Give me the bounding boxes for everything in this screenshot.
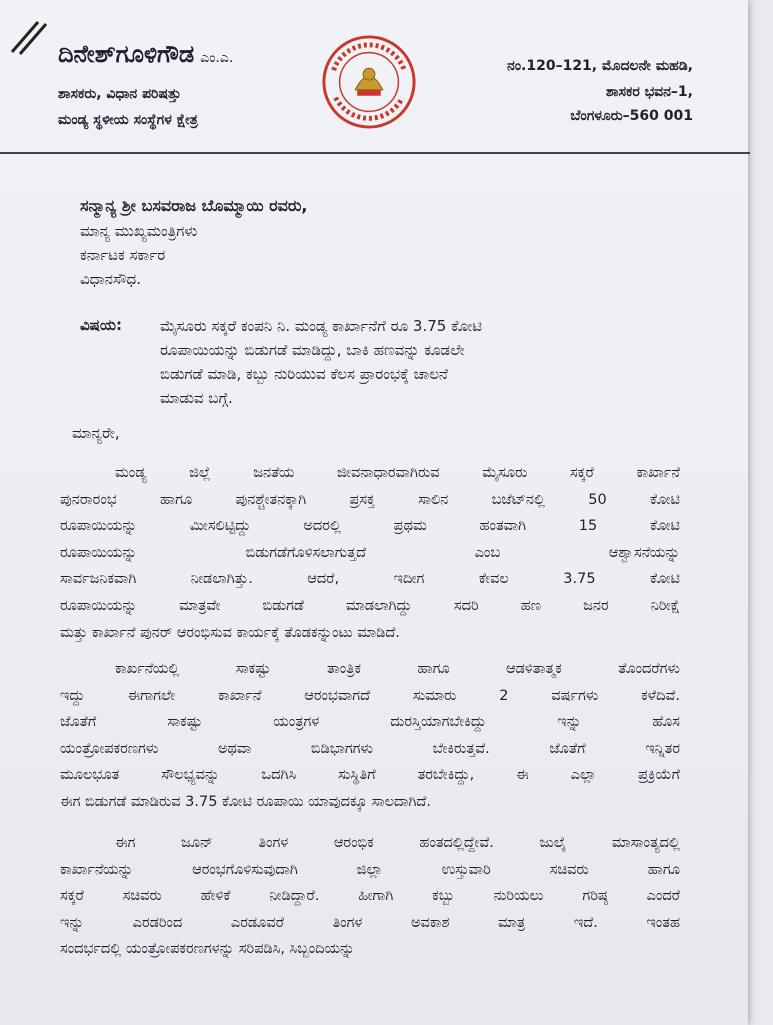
paragraph-line: ಮಂಡ್ಯ ಜಿಲ್ಲೆ ಜನತೆಯ ಜೀವನಾಧಾರವಾಗಿರುವ ಮೈಸೂರು ಸಕ್ಕರೆ ಕಾರ್ಖಾನೆ — [115, 465, 680, 481]
body-paragraph-3 — [60, 830, 680, 963]
paragraph-line: ಯಂತ್ರೋಪಕರಣಗಳು ಅಥವಾ ಬಿಡಿಭಾಗಗಳು ಬೇಕಿರುತ್ತವೆ. ಜೊತೆಗೆ ಇನ್ನಿತರ — [60, 740, 680, 757]
sender-designation: ಶಾಸಕರು, ವಿಧಾನ ಪರಿಷತ್ತು — [58, 86, 182, 102]
recipient-name: ಸನ್ಮಾನ್ಯ ಶ್ರೀ ಬಸವರಾಜ ಬೊಮ್ಮಾಯಿ ರವರು, — [80, 196, 308, 215]
subject-label: ವಿಷಯ: — [80, 316, 122, 334]
paragraph-line: ಸಕ್ಕರೆ ಸಚಿವರು ಹೇಳಿಕೆ ನೀಡಿದ್ದಾರೆ. ಹೀಗಾಗಿ ಕಬ್ಬು ನುರಿಯಲು ಗರಿಷ್ಠ ಎಂದರೆ — [60, 888, 680, 905]
paragraph-line: ಪುನರಾರಂಭ ಹಾಗೂ ಪುನಶ್ಚೇತನಕ್ಕಾಗಿ ಪ್ರಸಕ್ತ ಸಾಲಿನ ಬಜೆಟ್‌ನಲ್ಲಿ 50 ಕೋಟಿ — [60, 491, 680, 508]
body-paragraph-1 — [60, 460, 680, 646]
paragraph-line: ರೂಪಾಯಿಯನ್ನು ಮಾತ್ರವೇ ಬಿಡುಗಡೆ ಮಾಡಲಾಗಿದ್ದು ಸದರಿ ಹಣ ಜನರ ನಿರೀಕ್ಷೆ — [60, 597, 680, 614]
paragraph-line: ಇನ್ನು ಎರಡರಿಂದ ಎರಡೂವರೆ ತಿಂಗಳ ಅವಕಾಶ ಮಾತ್ರ ಇದೆ. ಇಂತಹ — [60, 914, 680, 931]
address-line-2: ಶಾಸಕರ ಭವನ–1, — [605, 84, 693, 100]
paragraph-line: ಮತ್ತು ಕಾರ್ಖಾನೆ ಪುನರ್ ಆರಂಭಿಸುವ ಕಾರ್ಯಕ್ಕೆ ತೊಡಕನ್ನುಂಟು ಮಾಡಿದೆ. — [60, 624, 400, 641]
salutation: ಮಾನ್ಯರೇ, — [72, 424, 120, 442]
paragraph-line: ಇದ್ದು ಈಗಾಗಲೇ ಕಾರ್ಖಾನೆ ಆರಂಭವಾಗದೆ ಸುಮಾರು 2 ವರ್ಷಗಳು ಕಳೆದಿವೆ. — [60, 687, 680, 704]
paragraph-line: ಈಗ ಬಿಡುಗಡೆ ಮಾಡಿರುವ 3.75 ಕೋಟಿ ರೂಪಾಯಿ ಯಾವುದಕ್ಕೂ ಸಾಲದಾಗಿದೆ. — [60, 793, 431, 810]
recipient-government: ಕರ್ನಾಟಕ ಸರ್ಕಾರ — [80, 246, 166, 264]
recipient-office: ವಿಧಾನಸೌಧ. — [80, 270, 142, 288]
letterhead-slash-mark — [8, 18, 48, 58]
address-line-3: ಬೆಂಗಳೂರು–560 001 — [570, 108, 693, 124]
paragraph-line: ಜೊತೆಗೆ ಸಾಕಷ್ಟು ಯಂತ್ರಗಳ ದುರಸ್ತಿಯಾಗಬೇಕಿದ್ದು ಇನ್ನು ಹೊಸ — [60, 714, 680, 731]
subject-line: ಮಾಡುವ ಬಗ್ಗೆ. — [160, 389, 233, 407]
paragraph-line: ರೂಪಾಯಿಯನ್ನು ಮೀಸಲಿಟ್ಟಿದ್ದು ಅದರಲ್ಲಿ ಪ್ರಥಮ ಹಂತವಾಗಿ 15 ಕೋಟಿ — [60, 518, 680, 535]
paragraph-line: ಸಂದರ್ಭದಲ್ಲಿ ಯಂತ್ರೋಪಕರಣಗಳನ್ನು ಸರಿಪಡಿಸಿ, ಸಿಬ್ಬಂದಿಯನ್ನು — [60, 941, 355, 958]
paragraph-line: ಮೂಲಭೂತ ಸೌಲಭ್ಯವನ್ನು ಒದಗಿಸಿ ಸುಸ್ಥಿತಿಗೆ ತರಬೇಕಿದ್ದು, ಈ ಎಲ್ಲಾ ಪ್ರಕ್ರಿಯೆಗೆ — [60, 767, 680, 784]
sender-name: ದಿನೇಶ್‌ಗೂಳಿಗೌಡ — [58, 40, 195, 68]
body-paragraph-2 — [60, 656, 680, 816]
legislative-council-seal — [320, 33, 418, 131]
sender-constituency: ಮಂಡ್ಯ ಸ್ಥಳೀಯ ಸಂಸ್ಥೆಗಳ ಕ್ಷೇತ್ರ — [58, 112, 198, 128]
subject-line: ಬಿಡುಗಡೆ ಮಾಡಿ, ಕಬ್ಬು ನುರಿಯುವ ಕೆಲಸ ಪ್ರಾರಂಭಕ್ಕೆ ಚಾಲನೆ — [160, 365, 448, 383]
background-edge — [748, 0, 773, 1025]
subject-line: ರೂಪಾಯಿಯನ್ನು ಬಿಡುಗಡೆ ಮಾಡಿದ್ದು, ಬಾಕಿ ಹಣವನ್ನು ಕೂಡಲೇ — [160, 341, 465, 359]
paragraph-line: ಕಾರ್ಖಾನೆಯನ್ನು ಆರಂಭಗೊಳಿಸುವುದಾಗಿ ಜಿಲ್ಲಾ ಉಸ್ತುವಾರಿ ಸಚಿವರು ಹಾಗೂ — [60, 861, 680, 878]
subject-line: ಮೈಸೂರು ಸಕ್ಕರೆ ಕಂಪನಿ ನಿ. ಮಂಡ್ಯ ಕಾರ್ಖಾನೆಗೆ ರೂ 3.75 ಕೋಟಿ — [160, 317, 483, 335]
letterhead-name — [58, 40, 233, 68]
letterhead-divider — [0, 152, 750, 154]
paragraph-line: ಈಗ ಜೂನ್ ತಿಂಗಳ ಆರಂಭಿಕ ಹಂತದಲ್ಲಿದ್ದೇವೆ. ಜುಲೈ ಮಾಸಾಂತ್ಯದಲ್ಲಿ — [115, 835, 680, 851]
paragraph-line: ಕಾರ್ಖನೆಯಲ್ಲಿ ಸಾಕಷ್ಟು ತಾಂತ್ರಿಕ ಹಾಗೂ ಆಡಳಿತಾತ್ಮಕ ತೊಂದರೆಗಳು — [115, 661, 680, 677]
paragraph-line: ಸಾರ್ವಜನಿಕವಾಗಿ ನೀಡಲಾಗಿತ್ತು. ಆದರೆ, ಇದೀಗ ಕೇವಲ 3.75 ಕೋಟಿ — [60, 571, 680, 588]
recipient-title: ಮಾನ್ಯ ಮುಖ್ಯಮಂತ್ರಿಗಳು — [80, 222, 198, 240]
sender-degree: ಎಂ.ಎ. — [200, 50, 234, 66]
address-line-1: ನಂ.120–121, ಮೊದಲನೇ ಮಹಡಿ, — [507, 58, 693, 74]
paragraph-line: ರೂಪಾಯಿಯನ್ನು ಬಿಡುಗಡೆಗೊಳಿಸಲಾಗುತ್ತದೆ ಎಂಬ ಆಶ್ವಾಸನೆಯನ್ನು — [60, 544, 680, 561]
